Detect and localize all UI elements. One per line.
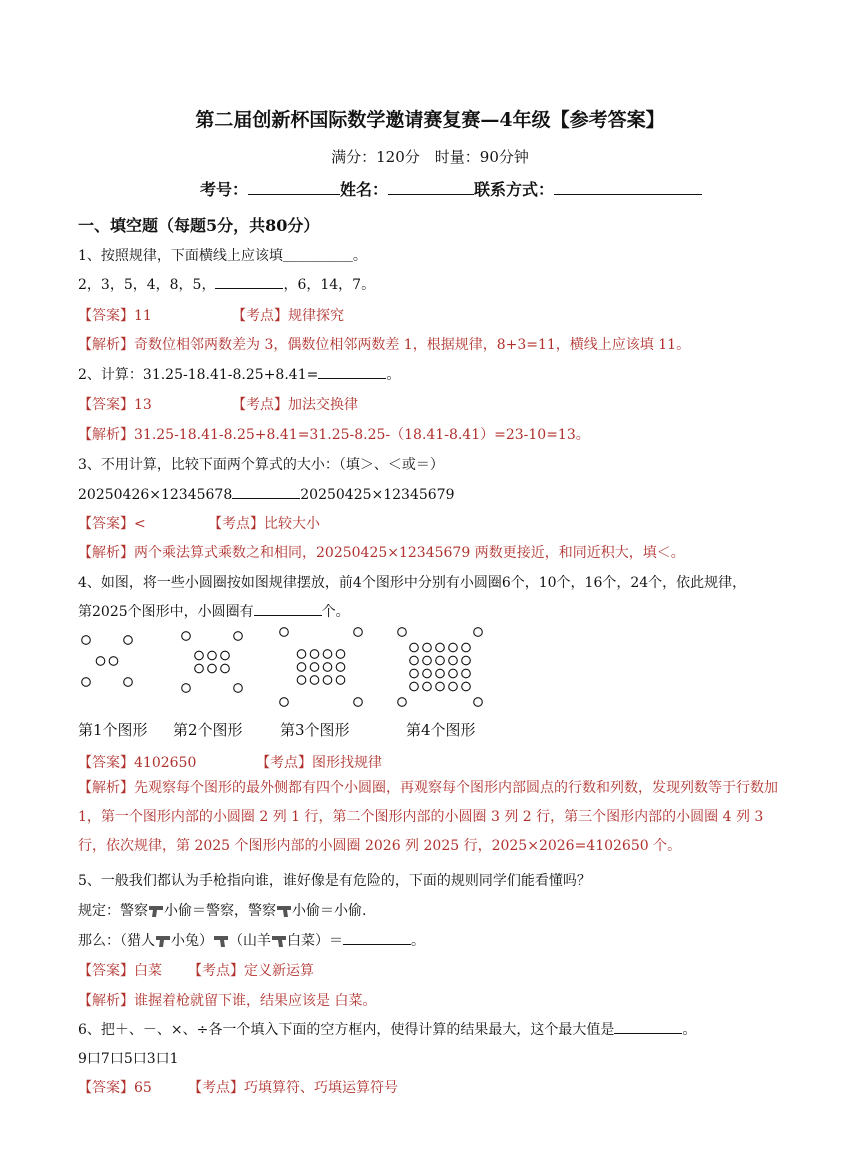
exam-no-blank — [248, 178, 340, 195]
small-circle — [410, 643, 419, 652]
analysis-tag: 【解析】 — [78, 427, 134, 443]
q1-answer-row — [78, 305, 344, 325]
q1-seq-a: 2，3，5，4，8，5， — [78, 277, 216, 293]
q3-answer: < — [134, 516, 146, 532]
small-circle — [474, 628, 483, 637]
q3-analysis — [78, 542, 685, 562]
small-circle — [310, 650, 319, 659]
circle-pattern-figures — [78, 622, 508, 717]
small-circle — [82, 678, 91, 687]
q6-point-text: 巧填算符、巧填运算符号 — [244, 1080, 398, 1096]
q3-point-text: 比较大小 — [264, 516, 320, 532]
q5-rule-c: 小偷＝小偷. — [292, 903, 367, 919]
small-circle — [208, 651, 217, 660]
q5-point — [188, 960, 314, 980]
small-circle — [410, 669, 419, 678]
point-tag: 【考点】 — [208, 516, 264, 532]
small-circle — [109, 657, 118, 666]
small-circle — [323, 676, 332, 685]
small-circle — [336, 676, 345, 685]
small-circle — [221, 651, 230, 660]
small-circle — [280, 628, 289, 637]
small-circle — [297, 676, 306, 685]
figure-caption-3: 第3个图形 — [280, 721, 350, 739]
small-circle — [297, 650, 306, 659]
q5-then-c: （山羊 — [229, 933, 271, 949]
small-circle — [208, 664, 217, 673]
small-circle — [336, 663, 345, 672]
small-circle — [124, 636, 133, 645]
q5-rule-a: 规定：警察 — [78, 903, 148, 919]
answer-tag: 【答案】 — [78, 516, 134, 532]
small-circle — [423, 643, 432, 652]
small-circle — [323, 650, 332, 659]
figure-3 — [280, 628, 363, 707]
q4-answer-row — [78, 752, 382, 772]
q1-answer: 11 — [134, 308, 152, 324]
small-circle — [436, 682, 445, 691]
point-tag: 【考点】 — [188, 963, 244, 979]
q2-point — [232, 394, 358, 414]
figure-4 — [398, 628, 483, 707]
small-circle — [354, 698, 363, 707]
q5-analysis — [78, 990, 376, 1010]
answer-tag: 【答案】 — [78, 963, 134, 979]
q3-expression — [78, 484, 455, 503]
small-circle — [462, 656, 471, 665]
small-circle — [423, 656, 432, 665]
q6-stem-b: 。 — [682, 1022, 697, 1038]
q5-question — [78, 930, 425, 950]
small-circle — [410, 656, 419, 665]
small-circle — [462, 682, 471, 691]
figure-1 — [82, 636, 133, 687]
q1-sequence — [78, 274, 375, 294]
student-info-row — [200, 177, 702, 200]
q6-point — [188, 1077, 398, 1097]
small-circle — [280, 698, 289, 707]
q2-blank — [318, 364, 386, 379]
answer-tag: 【答案】 — [78, 308, 134, 324]
q6-blank — [614, 1019, 682, 1034]
q4-analysis-text: 先观察每个图形的最外侧都有四个小圆圈，再观察每个图形内部圆点的行数和列数，发现列数等于行数加 1，第一个图形内部的小圆圈 2 列 1 行，第二个图形内部的小圆圈 3 列 2 行，第三个图形内部的小圆圈 4 列 3 行，依次规律，第 2025 个图形内部的小圆圈 2026 列 2025 行，2025×2026=4102650 个。 — [78, 780, 778, 854]
q2-answer-row — [78, 394, 358, 414]
answer-tag: 【答案】 — [78, 397, 134, 413]
q2-point-text: 加法交换律 — [288, 397, 358, 413]
small-circle — [310, 663, 319, 672]
small-circle — [462, 669, 471, 678]
small-circle — [410, 682, 419, 691]
point-tag: 【考点】 — [232, 308, 288, 324]
q2-analysis-text: 31.25-18.41-8.25+8.41=31.25-8.25-（18.41-8.41）=23-10=13。 — [134, 427, 590, 443]
q1-blank — [215, 274, 283, 289]
q5-rule — [78, 900, 366, 920]
q5-blank — [343, 930, 411, 945]
q6-answer: 65 — [134, 1080, 152, 1096]
small-circle — [449, 669, 458, 678]
figure-caption-4: 第4个图形 — [406, 721, 476, 739]
small-circle — [449, 643, 458, 652]
small-circle — [82, 636, 91, 645]
q5-answer-row — [78, 960, 314, 980]
q3-expr-b: 20250425×12345679 — [300, 487, 455, 503]
q5-point-text: 定义新运算 — [244, 963, 314, 979]
point-tag: 【考点】 — [188, 1080, 244, 1096]
q4-answer: 4102650 — [134, 755, 197, 771]
q5-then-a: 那么：（猎人 — [78, 933, 155, 949]
exam-no-label: 考号： — [200, 180, 249, 199]
small-circle — [423, 682, 432, 691]
q5-stem: 5、一般我们都认为手枪指向谁，谁好像是有危险的，下面的规则同学们能看懂吗？ — [78, 873, 591, 889]
figure-caption-1: 第1个图形 — [78, 721, 148, 739]
q5-then-b: 小兔） — [171, 933, 213, 949]
small-circle — [234, 632, 243, 641]
q5-then-e: 。 — [411, 933, 425, 949]
q1-point — [232, 305, 344, 325]
analysis-tag: 【解析】 — [78, 337, 134, 353]
pistol-icon — [213, 934, 229, 948]
small-circle — [449, 682, 458, 691]
small-circle — [234, 684, 243, 693]
q5-rule-b: 小偷＝警察，警察 — [164, 903, 276, 919]
q1-analysis — [78, 334, 690, 354]
page-title: 第二届创新杯国际数学邀请赛复赛—4年级【参考答案】 — [195, 109, 665, 131]
q5-answer: 白菜 — [134, 963, 162, 979]
small-circle — [423, 669, 432, 678]
q3-blank — [232, 484, 300, 499]
q6-answer-row — [78, 1077, 398, 1097]
small-circle — [436, 643, 445, 652]
small-circle — [462, 643, 471, 652]
section-heading: 一、填空题（每题5分，共80分） — [78, 216, 320, 235]
q6-stem — [78, 1019, 696, 1039]
contact-label: 联系方式： — [474, 180, 555, 199]
q4-blank — [254, 601, 322, 616]
q4-stem-line2 — [78, 601, 350, 621]
q1-stem: 1、按照规律，下面横线上应该填＿＿＿＿＿。 — [78, 248, 367, 264]
q2-answer: 13 — [134, 397, 152, 413]
q5-then-d: 白菜）＝ — [287, 933, 343, 949]
point-tag: 【考点】 — [232, 397, 288, 413]
q4-stem-2b: 个。 — [321, 604, 350, 620]
figure-caption-2: 第2个图形 — [173, 721, 243, 739]
q4-analysis — [78, 774, 783, 861]
name-label: 姓名： — [340, 180, 389, 199]
q3-stem: 3、不用计算，比较下面两个算式的大小：（填＞、＜或＝） — [78, 457, 444, 473]
q2-stem-a: 2、计算：31.25-18.41-8.25+8.41= — [78, 367, 319, 383]
small-circle — [449, 656, 458, 665]
pistol-icon — [155, 934, 171, 948]
q4-stem-line1: 4、如图，将一些小圆圈按如图规律摆放，前4个图形中分别有小圆圈6个，10个，16个，24个，依此规律， — [78, 575, 747, 591]
answer-tag: 【答案】 — [78, 1080, 134, 1096]
small-circle — [182, 632, 191, 641]
small-circle — [195, 664, 204, 673]
point-tag: 【考点】 — [256, 755, 312, 771]
small-circle — [124, 678, 133, 687]
small-circle — [336, 650, 345, 659]
small-circle — [195, 651, 204, 660]
small-circle — [474, 698, 483, 707]
small-circle — [398, 628, 407, 637]
small-circle — [310, 676, 319, 685]
small-circle — [182, 684, 191, 693]
small-circle — [398, 698, 407, 707]
small-circle — [96, 657, 105, 666]
q4-point — [256, 752, 382, 772]
q2-analysis — [78, 424, 590, 444]
small-circle — [297, 663, 306, 672]
analysis-tag: 【解析】 — [78, 780, 134, 796]
q2-stem — [78, 364, 400, 384]
q4-stem-2a: 第2025个图形中，小圆圈有 — [78, 604, 254, 620]
q1-analysis-text: 奇数位相邻两数差为 3，偶数位相邻两数差 1，根据规律，8+3=11，横线上应该填 11。 — [134, 337, 691, 353]
analysis-tag: 【解析】 — [78, 993, 134, 1009]
q6-expression: 9口7口5口3口1 — [78, 1051, 179, 1067]
small-circle — [323, 663, 332, 672]
pistol-icon — [148, 904, 164, 918]
q3-analysis-text: 两个乘法算式乘数之和相同，20250425×12345679 两数更接近，和同近积大，填＜。 — [134, 545, 685, 561]
contact-blank — [554, 178, 702, 195]
small-circle — [436, 656, 445, 665]
q3-expr-a: 20250426×12345678 — [78, 487, 233, 503]
pistol-icon — [271, 934, 287, 948]
exam-meta: 满分：120分 时量：90分钟 — [331, 148, 529, 166]
q6-stem-a: 6、把＋、－、×、÷各一个填入下面的空方框内，使得计算的结果最大，这个最大值是 — [78, 1022, 615, 1038]
analysis-tag: 【解析】 — [78, 545, 134, 561]
q1-seq-b: ，6，14，7。 — [283, 277, 376, 293]
small-circle — [354, 628, 363, 637]
q1-point-text: 规律探究 — [288, 308, 344, 324]
q5-analysis-text: 谁握着枪就留下谁，结果应该是 白菜。 — [134, 993, 377, 1009]
small-circle — [221, 664, 230, 673]
q3-point — [208, 513, 320, 533]
q4-point-text: 图形找规律 — [312, 755, 382, 771]
figure-2 — [182, 632, 243, 693]
q3-answer-row — [78, 513, 320, 533]
pistol-icon — [276, 904, 292, 918]
small-circle — [436, 669, 445, 678]
name-blank — [388, 178, 474, 195]
q2-stem-b: 。 — [386, 367, 401, 383]
answer-tag: 【答案】 — [78, 755, 134, 771]
